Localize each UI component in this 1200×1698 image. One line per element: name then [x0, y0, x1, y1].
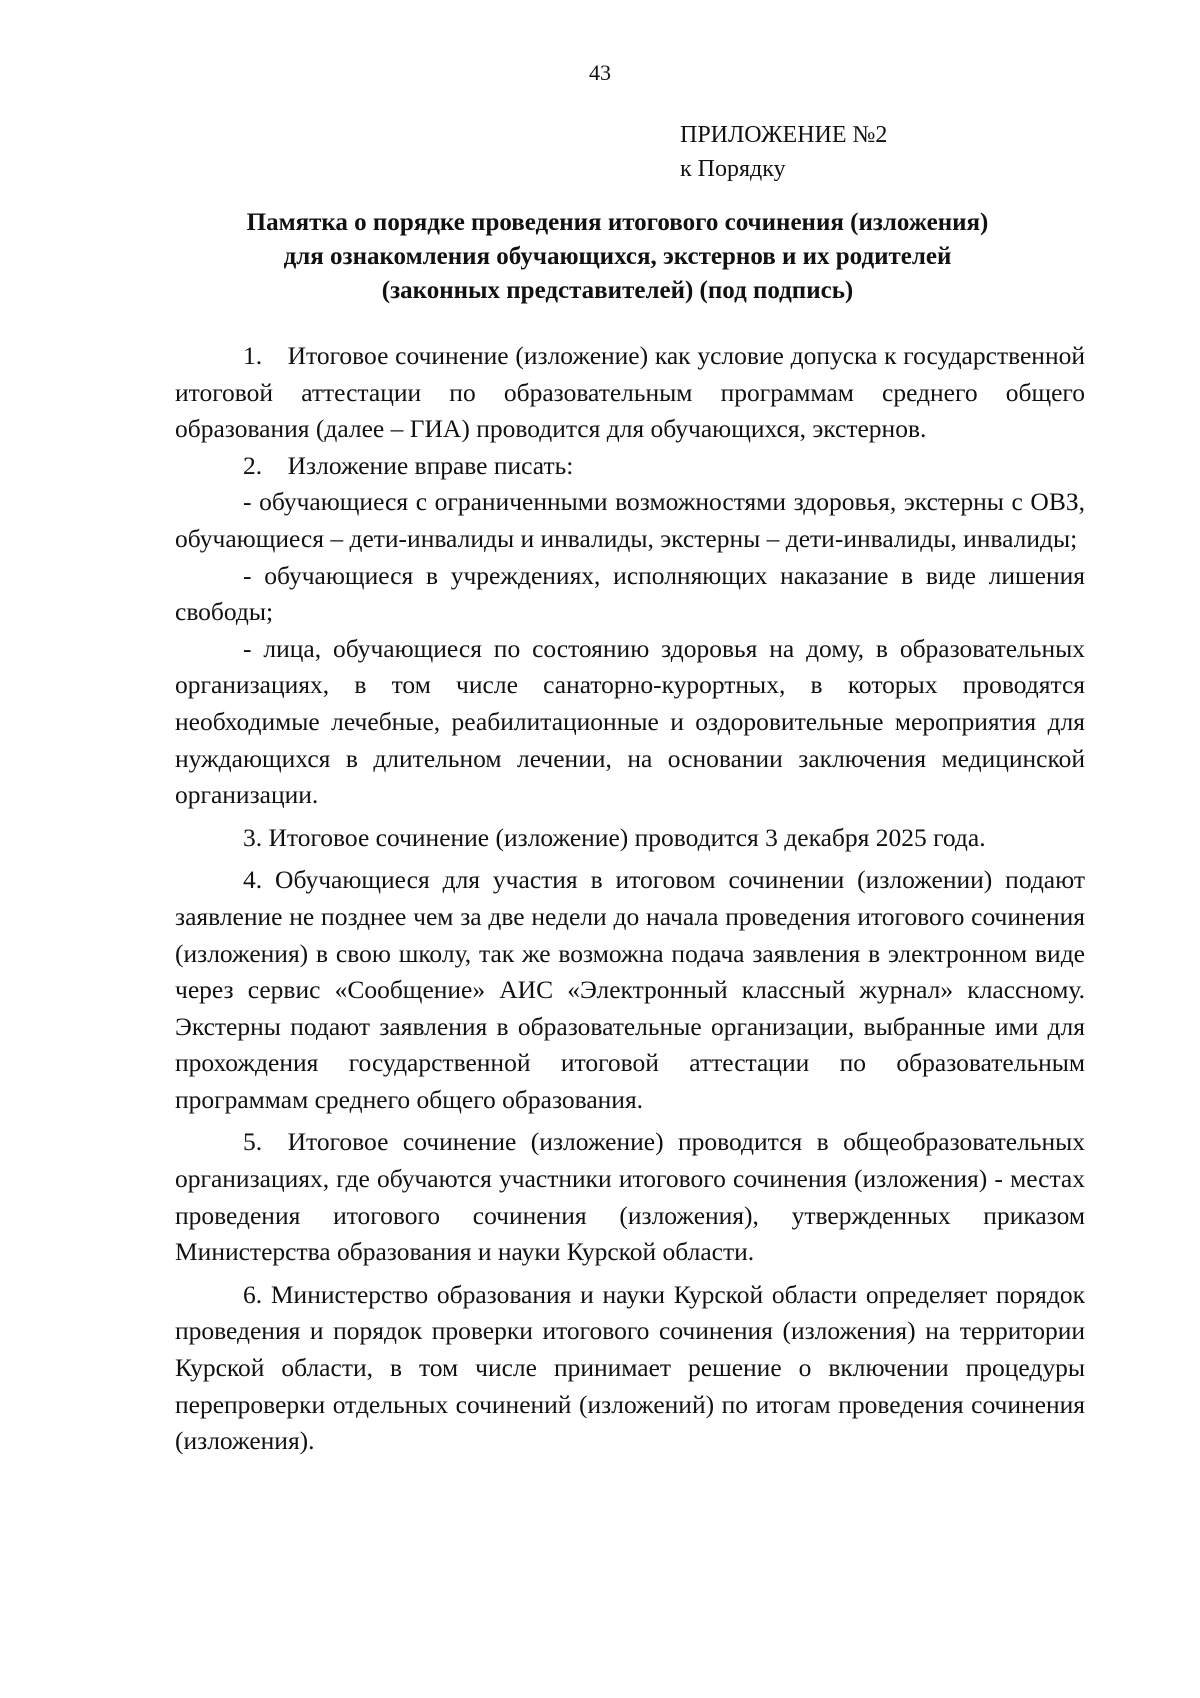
paragraph-6: 6. Министерство образования и науки Курской области определяет порядок проведения и порядок проверки итогового сочинения (изложения) на территории Курской области, в том числе принимает решение о включении процедуры перепроверки отдельных сочинений (изложений) по итогам проведения сочинения (изложения). [175, 1279, 1085, 1456]
title-line-1: Памятка о порядке проведения итогового сочинения (изложения) [246, 209, 989, 236]
paragraph-2-item-1: - обучающиеся с ограниченными возможностями здоровья, экстерны с ОВЗ, обучающиеся – дети-инвалиды и инвалиды, экстерны – дети-инвалиды, инвалиды; [175, 487, 1085, 553]
paragraph-2-item-3: - лица, обучающиеся по состоянию здоровья на дому, в образовательных организациях, в том числе санаторно-курортных, в которых проводятся необходимые лечебные, реабилитационные и оздоровительные мероприятия для нуждающихся в длительном лечении, на основании заключения медицинской организации. [175, 633, 1085, 810]
paragraph-5: 5. Итоговое сочинение (изложение) проводится в общеобразовательных организациях, где обучаются участники итогового сочинения (изложения) - местах проведения итогового сочинения (изложения), утвержденных приказом Министерства образования и науки Курской области. [175, 1127, 1085, 1267]
paragraph-2-item-2: - обучающиеся в учреждениях, исполняющих наказание в виде лишения свободы; [175, 560, 1085, 627]
paragraph-3: 3. Итоговое сочинение (изложение) проводится 3 декабря 2025 года. [243, 822, 986, 852]
paragraph-4: 4. Обучающиеся для участия в итоговом сочинении (изложении) подают заявление не позднее чем за две недели до начала проведения итогового сочинения (изложения) в свою школу, так же возможна подача заявления в электронном виде через сервис «Сообщение» АИС «Электронный классный журнал» классному. Экстерны подают заявления в образовательные организации, выбранные ими для прохождения государственной итоговой аттестации по образовательным программам среднего общего образования. [175, 865, 1085, 1114]
page-number: 43 [589, 60, 611, 85]
appendix-label: ПРИЛОЖЕНИЕ №2 [680, 122, 888, 148]
title-line-2: для ознакомления обучающихся, экстернов и их родителей [283, 243, 952, 270]
document-title [170, 206, 1065, 308]
paragraph-2: 2. Изложение вправе писать: [243, 450, 574, 480]
paragraph-1: 1. Итоговое сочинение (изложение) как условие допуска к государственной итоговой аттестации по образовательным программам среднего общего образования (далее – ГИА) проводится для обучающихся, экстернов. [175, 341, 1085, 444]
appendix-reference: к Порядку [680, 156, 786, 182]
title-line-3: (законных представителей) (под подпись) [381, 277, 854, 304]
document-body [175, 338, 1085, 1460]
appendix-header [680, 118, 887, 186]
